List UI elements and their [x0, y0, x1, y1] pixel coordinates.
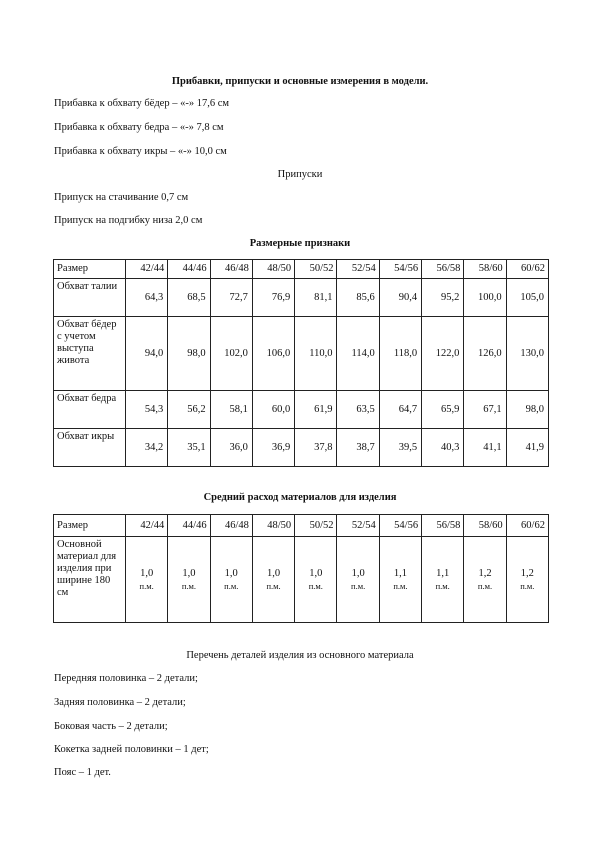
- table-cell: 85,6: [337, 279, 379, 317]
- size-header: 56/58: [422, 515, 464, 537]
- unit-label: п.м.: [139, 580, 154, 591]
- table-cell: 102,0: [210, 317, 252, 391]
- unit-label: п.м.: [224, 580, 239, 591]
- material-table-header-row: [54, 515, 549, 537]
- table-cell: 114,0: [337, 317, 379, 391]
- size-table-title: Размерные признаки: [249, 238, 351, 249]
- table-cell: 63,5: [337, 391, 379, 429]
- row-label-main-material: Основной материал для изделия при ширине 180 см: [54, 537, 126, 623]
- consumption-value: 1,0: [351, 567, 365, 579]
- unit-label: п.м.: [477, 580, 493, 591]
- size-header: 50/52: [295, 515, 337, 537]
- table-row: [54, 429, 549, 467]
- consumption-value: 1,0: [309, 567, 323, 579]
- table-cell: 40,3: [422, 429, 464, 467]
- size-header: 46/48: [210, 260, 252, 279]
- part-line-5: Пояс – 1 дет.: [54, 767, 111, 778]
- material-table-title: Средний расход материалов для изделия: [203, 492, 397, 503]
- table-cell: [379, 537, 421, 623]
- row-label-thigh: Обхват бедра: [54, 391, 126, 429]
- consumption-value: 1,1: [436, 567, 450, 579]
- table-cell: 60,0: [252, 391, 294, 429]
- table-cell: 54,3: [126, 391, 168, 429]
- size-header: 56/58: [422, 260, 464, 279]
- table-cell: [464, 537, 506, 623]
- table-cell: 41,1: [464, 429, 506, 467]
- unit-label: п.м.: [435, 580, 450, 591]
- size-header: 44/46: [168, 260, 210, 279]
- table-cell: 64,7: [379, 391, 421, 429]
- table-cell: 98,0: [168, 317, 210, 391]
- table-cell: 38,7: [337, 429, 379, 467]
- table-cell: [506, 537, 548, 623]
- table-row: [54, 537, 549, 623]
- size-header: 54/56: [379, 260, 421, 279]
- size-header: 52/54: [337, 260, 379, 279]
- table-cell: 68,5: [168, 279, 210, 317]
- table-cell: 100,0: [464, 279, 506, 317]
- unit-label: п.м.: [181, 580, 197, 591]
- part-line-2: Задняя половинка – 2 детали;: [54, 697, 186, 708]
- table-cell: [126, 537, 168, 623]
- size-header: 42/44: [126, 260, 168, 279]
- row-label-calf: Обхват икры: [54, 429, 126, 467]
- table-cell: 37,8: [295, 429, 337, 467]
- table-cell: 130,0: [506, 317, 548, 391]
- consumption-value: 1,0: [224, 567, 238, 579]
- consumption-value: 1,0: [266, 567, 281, 579]
- table-cell: 65,9: [422, 391, 464, 429]
- table-cell: 58,1: [210, 391, 252, 429]
- table-cell: 67,1: [464, 391, 506, 429]
- table-row: [54, 391, 549, 429]
- size-header: 44/46: [168, 515, 210, 537]
- table-row: [54, 279, 549, 317]
- table-cell: 118,0: [379, 317, 421, 391]
- table-cell: 110,0: [295, 317, 337, 391]
- table-cell: [295, 537, 337, 623]
- table-row: [54, 317, 549, 391]
- consumption-value: 1,0: [140, 567, 154, 579]
- table-cell: 90,4: [379, 279, 421, 317]
- size-table: [53, 259, 549, 467]
- table-cell: 106,0: [252, 317, 294, 391]
- size-header: 50/52: [295, 260, 337, 279]
- size-header: 60/62: [506, 515, 548, 537]
- table-cell: 35,1: [168, 429, 210, 467]
- unit-label: п.м.: [308, 580, 323, 591]
- size-table-header-row: [54, 260, 549, 279]
- table-cell: 126,0: [464, 317, 506, 391]
- seam-line-2: Припуск на подгибку низа 2,0 см: [54, 215, 203, 226]
- row-label-waist: Обхват талии: [54, 279, 126, 317]
- table-cell: [337, 537, 379, 623]
- table-cell: [252, 537, 294, 623]
- seams-title: Припуски: [277, 169, 323, 180]
- material-table-header-label: Размер: [54, 515, 126, 537]
- parts-title: Перечень деталей изделия из основного материала: [186, 650, 414, 661]
- size-header: 42/44: [126, 515, 168, 537]
- table-cell: 34,2: [126, 429, 168, 467]
- table-cell: 81,1: [295, 279, 337, 317]
- table-cell: 95,2: [422, 279, 464, 317]
- table-cell: [422, 537, 464, 623]
- allowances-title: Прибавки, припуски и основные измерения в модели.: [171, 76, 429, 87]
- table-cell: [210, 537, 252, 623]
- part-line-4: Кокетка задней половинки – 1 дет;: [54, 744, 209, 755]
- consumption-value: 1,0: [182, 567, 196, 579]
- material-table: [53, 514, 549, 623]
- table-cell: 36,0: [210, 429, 252, 467]
- table-cell: 61,9: [295, 391, 337, 429]
- table-cell: 98,0: [506, 391, 548, 429]
- unit-label: п.м.: [520, 580, 535, 591]
- unit-label: п.м.: [351, 580, 366, 591]
- size-header: 58/60: [464, 515, 506, 537]
- table-cell: 39,5: [379, 429, 421, 467]
- size-header: 48/50: [252, 515, 294, 537]
- table-cell: 36,9: [252, 429, 294, 467]
- size-header: 58/60: [464, 260, 506, 279]
- table-cell: 64,3: [126, 279, 168, 317]
- table-cell: [168, 537, 210, 623]
- part-line-3: Боковая часть – 2 детали;: [54, 721, 168, 732]
- table-cell: 72,7: [210, 279, 252, 317]
- consumption-value: 1,1: [393, 567, 407, 579]
- size-header: 48/50: [252, 260, 294, 279]
- consumption-value: 1,2: [478, 567, 492, 579]
- allowance-line-3: Прибавка к обхвату икры – «-» 10,0 см: [54, 146, 227, 157]
- size-header: 52/54: [337, 515, 379, 537]
- unit-label: п.м.: [266, 580, 281, 591]
- table-cell: 56,2: [168, 391, 210, 429]
- size-header: 60/62: [506, 260, 548, 279]
- table-cell: 76,9: [252, 279, 294, 317]
- table-cell: 94,0: [126, 317, 168, 391]
- table-cell: 41,9: [506, 429, 548, 467]
- row-label-hips: Обхват бёдер с учетом выступа живота: [54, 317, 126, 391]
- size-header: 54/56: [379, 515, 421, 537]
- size-table-header-label: Размер: [54, 260, 126, 279]
- table-cell: 122,0: [422, 317, 464, 391]
- unit-label: п.м.: [393, 580, 408, 591]
- seam-line-1: Припуск на стачивание 0,7 см: [54, 192, 189, 203]
- allowance-line-2: Прибавка к обхвату бедра – «-» 7,8 см: [54, 122, 224, 133]
- size-header: 46/48: [210, 515, 252, 537]
- table-cell: 105,0: [506, 279, 548, 317]
- consumption-value: 1,2: [520, 567, 534, 579]
- part-line-1: Передняя половинка – 2 детали;: [54, 673, 198, 684]
- allowance-line-1: Прибавка к обхвату бёдер – «-» 17,6 см: [54, 98, 230, 109]
